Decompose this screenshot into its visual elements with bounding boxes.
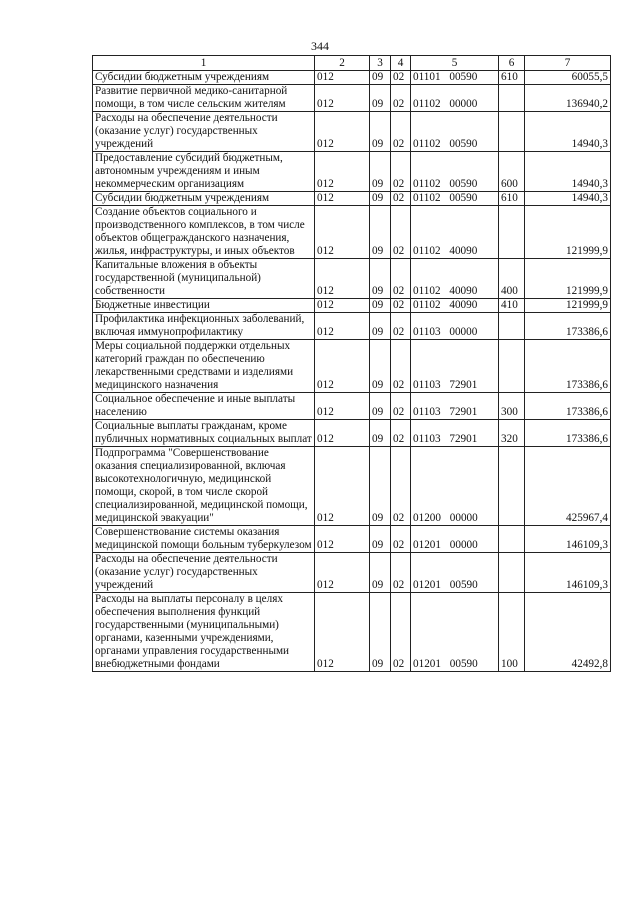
table-row: [93, 71, 611, 85]
amount-cell: 173386,6: [525, 393, 611, 420]
target-article-cell: 01103 72901: [411, 340, 499, 393]
expense-type-cell: 100: [499, 593, 525, 672]
subsection-code-cell: 02: [391, 71, 411, 85]
target-article-cell: 01101 00590: [411, 71, 499, 85]
ministry-code-cell: 012: [315, 259, 370, 299]
column-header-3: 3: [370, 56, 391, 71]
expense-type-cell: 410: [499, 299, 525, 313]
expense-name-cell: Расходы на обеспечение деятельности (оказание услуг) государственных учреждений: [93, 553, 315, 593]
ministry-code-cell: 012: [315, 340, 370, 393]
subsection-code-cell: 02: [391, 447, 411, 526]
table-row: [93, 313, 611, 340]
expense-name-cell: Субсидии бюджетным учреждениям: [93, 192, 315, 206]
header-row: [93, 56, 611, 71]
ministry-code-cell: 012: [315, 393, 370, 420]
expense-name-cell: Капитальные вложения в объекты государственной (муниципальной) собственности: [93, 259, 315, 299]
amount-cell: 14940,3: [525, 152, 611, 192]
subsection-code-cell: 02: [391, 526, 411, 553]
ministry-code-cell: 012: [315, 593, 370, 672]
expense-type-cell: 320: [499, 420, 525, 447]
expense-name-cell: Совершенствование системы оказания медицинской помощи больным туберкулезом: [93, 526, 315, 553]
target-article-cell: 01103 00000: [411, 313, 499, 340]
section-code-cell: 09: [370, 553, 391, 593]
section-code-cell: 09: [370, 192, 391, 206]
column-header-7: 7: [525, 56, 611, 71]
ministry-code-cell: 012: [315, 112, 370, 152]
amount-cell: 136940,2: [525, 85, 611, 112]
subsection-code-cell: 02: [391, 192, 411, 206]
ministry-code-cell: 012: [315, 526, 370, 553]
amount-cell: 121999,9: [525, 206, 611, 259]
expense-name-cell: Субсидии бюджетным учреждениям: [93, 71, 315, 85]
ministry-code-cell: 012: [315, 192, 370, 206]
expense-type-cell: [499, 313, 525, 340]
expense-type-cell: [499, 526, 525, 553]
table-row: [93, 526, 611, 553]
budget-table: [92, 55, 611, 672]
target-article-cell: 01102 00590: [411, 152, 499, 192]
ministry-code-cell: 012: [315, 85, 370, 112]
target-article-cell: 01201 00590: [411, 553, 499, 593]
section-code-cell: 09: [370, 299, 391, 313]
section-code-cell: 09: [370, 152, 391, 192]
section-code-cell: 09: [370, 340, 391, 393]
section-code-cell: 09: [370, 420, 391, 447]
ministry-code-cell: 012: [315, 313, 370, 340]
subsection-code-cell: 02: [391, 259, 411, 299]
amount-cell: 121999,9: [525, 259, 611, 299]
subsection-code-cell: 02: [391, 152, 411, 192]
expense-type-cell: 600: [499, 152, 525, 192]
expense-name-cell: Меры социальной поддержки отдельных категорий граждан по обеспечению лекарственными средствами и изделиями медицинского назначения: [93, 340, 315, 393]
table-body: [93, 71, 611, 672]
target-article-cell: 01102 00000: [411, 85, 499, 112]
expense-type-cell: [499, 206, 525, 259]
table-row: [93, 152, 611, 192]
subsection-code-cell: 02: [391, 420, 411, 447]
expense-name-cell: Социальное обеспечение и иные выплаты населению: [93, 393, 315, 420]
expense-type-cell: 610: [499, 71, 525, 85]
amount-cell: 14940,3: [525, 192, 611, 206]
subsection-code-cell: 02: [391, 393, 411, 420]
ministry-code-cell: 012: [315, 420, 370, 447]
ministry-code-cell: 012: [315, 299, 370, 313]
column-header-4: 4: [391, 56, 411, 71]
table-row: [93, 553, 611, 593]
table-row: [93, 593, 611, 672]
table-row: [93, 206, 611, 259]
subsection-code-cell: 02: [391, 593, 411, 672]
table-row: [93, 192, 611, 206]
expense-type-cell: [499, 112, 525, 152]
subsection-code-cell: 02: [391, 299, 411, 313]
table-row: [93, 259, 611, 299]
section-code-cell: 09: [370, 85, 391, 112]
expense-type-cell: [499, 85, 525, 112]
table-row: [93, 85, 611, 112]
section-code-cell: 09: [370, 259, 391, 299]
expense-name-cell: Социальные выплаты гражданам, кроме публичных нормативных социальных выплат: [93, 420, 315, 447]
section-code-cell: 09: [370, 313, 391, 340]
ministry-code-cell: 012: [315, 447, 370, 526]
ministry-code-cell: 012: [315, 152, 370, 192]
target-article-cell: 01103 72901: [411, 393, 499, 420]
expense-name-cell: Расходы на обеспечение деятельности (оказание услуг) государственных учреждений: [93, 112, 315, 152]
expense-name-cell: Профилактика инфекционных заболеваний, включая иммунопрофилактику: [93, 313, 315, 340]
section-code-cell: 09: [370, 447, 391, 526]
expense-name-cell: Предоставление субсидий бюджетным, автономным учреждениям и иным некоммерческим организациям: [93, 152, 315, 192]
target-article-cell: 01102 40090: [411, 299, 499, 313]
section-code-cell: 09: [370, 393, 391, 420]
expense-name-cell: Бюджетные инвестиции: [93, 299, 315, 313]
amount-cell: 173386,6: [525, 420, 611, 447]
table-row: [93, 299, 611, 313]
target-article-cell: 01200 00000: [411, 447, 499, 526]
target-article-cell: 01102 00590: [411, 192, 499, 206]
ministry-code-cell: 012: [315, 206, 370, 259]
amount-cell: 60055,5: [525, 71, 611, 85]
target-article-cell: 01102 40090: [411, 206, 499, 259]
subsection-code-cell: 02: [391, 85, 411, 112]
section-code-cell: 09: [370, 112, 391, 152]
expense-type-cell: [499, 553, 525, 593]
expense-type-cell: 610: [499, 192, 525, 206]
ministry-code-cell: 012: [315, 553, 370, 593]
subsection-code-cell: 02: [391, 112, 411, 152]
section-code-cell: 09: [370, 526, 391, 553]
expense-name-cell: Подпрограмма "Совершенствование оказания специализированной, включая высокотехнологичную, медицинской помощи, скорой, в том числе скорой специализированной, медицинской помощи, медицинской эвакуации": [93, 447, 315, 526]
table-row: [93, 112, 611, 152]
table-row: [93, 393, 611, 420]
amount-cell: 121999,9: [525, 299, 611, 313]
table-row: [93, 340, 611, 393]
amount-cell: 173386,6: [525, 340, 611, 393]
column-header-6: 6: [499, 56, 525, 71]
subsection-code-cell: 02: [391, 313, 411, 340]
expense-name-cell: Расходы на выплаты персоналу в целях обеспечения выполнения функций государственными (муниципальными) органами, казенными учреждениями, органами управления государственными внебюджетными фондами: [93, 593, 315, 672]
subsection-code-cell: 02: [391, 553, 411, 593]
column-header-2: 2: [315, 56, 370, 71]
column-header-5: 5: [411, 56, 499, 71]
amount-cell: 42492,8: [525, 593, 611, 672]
section-code-cell: 09: [370, 71, 391, 85]
expense-type-cell: 300: [499, 393, 525, 420]
expense-type-cell: [499, 340, 525, 393]
expense-type-cell: 400: [499, 259, 525, 299]
column-header-1: 1: [93, 56, 315, 71]
target-article-cell: 01103 72901: [411, 420, 499, 447]
table-row: [93, 420, 611, 447]
target-article-cell: 01102 00590: [411, 112, 499, 152]
subsection-code-cell: 02: [391, 340, 411, 393]
amount-cell: 146109,3: [525, 526, 611, 553]
target-article-cell: 01201 00590: [411, 593, 499, 672]
expense-type-cell: [499, 447, 525, 526]
table-row: [93, 447, 611, 526]
target-article-cell: 01201 00000: [411, 526, 499, 553]
amount-cell: 14940,3: [525, 112, 611, 152]
subsection-code-cell: 02: [391, 206, 411, 259]
ministry-code-cell: 012: [315, 71, 370, 85]
page-number: 344: [311, 39, 329, 53]
target-article-cell: 01102 40090: [411, 259, 499, 299]
section-code-cell: 09: [370, 206, 391, 259]
expense-name-cell: Развитие первичной медико-санитарной помощи, в том числе сельским жителям: [93, 85, 315, 112]
amount-cell: 425967,4: [525, 447, 611, 526]
expense-name-cell: Создание объектов социального и производственного комплексов, в том числе объектов общегражданского назначения, жилья, инфраструктуры, и иных объектов: [93, 206, 315, 259]
amount-cell: 173386,6: [525, 313, 611, 340]
amount-cell: 146109,3: [525, 553, 611, 593]
section-code-cell: 09: [370, 593, 391, 672]
